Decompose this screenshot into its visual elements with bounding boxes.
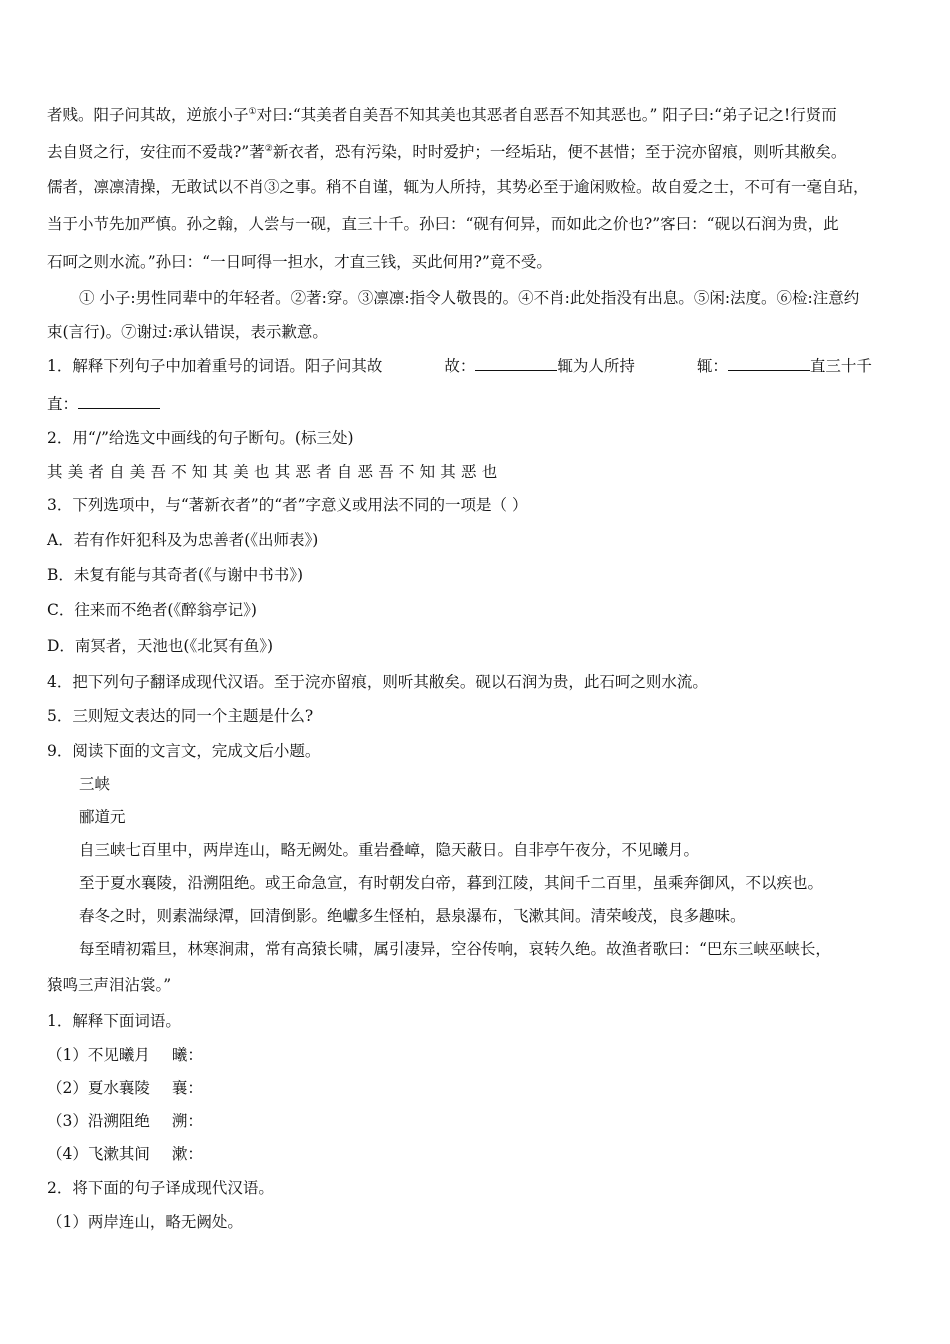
translate-item-1: （1）两岸连山，略无阙处。 xyxy=(47,1213,243,1231)
passage-line-2: 去自贤之行，安往而不爱哉?”著②新衣者，恐有污染，时时爱护；一经垢玷，便不甚惜；至于浣亦留痕，则听其敝矣。 xyxy=(47,143,847,161)
answer-blank-1[interactable] xyxy=(475,356,557,371)
passage-line-5: 石呵之则水流。”孙曰：“一日呵得一担水，才直三钱，买此何用?”竟不受。 xyxy=(47,253,552,271)
article-paragraph-2: 至于夏水襄陵，沿溯阻绝。或王命急宣，有时朝发白帝，暮到江陵，其间千二百里，虽乘奔御风，不以疾也。 xyxy=(79,874,824,892)
option-d: D．南冥者，天池也(《北冥有鱼》) xyxy=(47,637,274,655)
question-1: 1．解释下列句子中加着重号的词语。阳子问其故 故： 辄为人所持 辄： 直三十千 xyxy=(47,357,872,375)
question-1-line-2: 直： xyxy=(47,394,160,414)
article-paragraph-4-end: 猿鸣三声泪沾裳。” xyxy=(47,976,172,994)
question-2-sentence: 其美者自美吾不知其美也其恶者自恶吾不知其恶也 xyxy=(47,463,503,481)
sub-question-2: 2．将下面的句子译成现代汉语。 xyxy=(47,1179,274,1197)
article-author: 郦道元 xyxy=(79,808,126,826)
option-c: C．往来而不绝者(《醉翁亭记》) xyxy=(47,601,257,619)
sub-question-1: 1．解释下面词语。 xyxy=(47,1012,181,1030)
article-paragraph-3: 春冬之时，则素湍绿潭，回清倒影。绝巘多生怪柏，悬泉瀑布，飞漱其间。清荣峻茂，良多趣味。 xyxy=(79,907,746,925)
footnote-mark: ② xyxy=(264,144,273,154)
answer-blank-3[interactable] xyxy=(78,394,160,409)
passage-line-3: 儒者，凛凛清操，无敢试以不肖③之事。稍不自谨，辄为人所持，其势必至于逾闲败检。故自爱之士，不可有一毫自玷， xyxy=(47,178,869,196)
question-3-prompt: 3．下列选项中，与“著新衣者”的“者”字意义或用法不同的一项是（ ） xyxy=(47,496,528,514)
question-2-prompt: 2．用“/”给选文中画线的句子断句。(标三处) xyxy=(47,429,354,447)
vocab-item: （1）不见曦月 曦： xyxy=(47,1046,203,1064)
question-4: 4．把下列句子翻译成现代汉语。至于浣亦留痕，则听其敝矣。砚以石润为贵，此石呵之则水流。 xyxy=(47,673,708,691)
article-title: 三峡 xyxy=(79,775,111,793)
article-paragraph-1: 自三峡七百里中，两岸连山，略无阙处。重岩叠嶂，隐天蔽日。自非亭午夜分，不见曦月。 xyxy=(79,841,700,859)
answer-blank-2[interactable] xyxy=(728,356,810,371)
article-paragraph-4: 每至晴初霜旦，林寒涧肃，常有高猿长啸，属引凄异，空谷传响，哀转久绝。故渔者歌曰：“巴东三峡巫峡长， xyxy=(79,940,831,958)
option-b: B．未复有能与其奇者(《与谢中书书》) xyxy=(47,566,303,584)
question-9-prompt: 9．阅读下面的文言文，完成文后小题。 xyxy=(47,742,321,760)
notes-line-2: 束(言行)。⑦谢过:承认错误，表示歉意。 xyxy=(47,323,328,341)
passage-line-1: 者贱。阳子问其故，逆旅小子①对曰:“其美者自美吾不知其美也其恶者自恶吾不知其恶也。” 阳子曰:“弟子记之!行贤而 xyxy=(47,106,837,124)
vocab-item: （4）飞漱其间 漱： xyxy=(47,1145,203,1163)
question-5: 5．三则短文表达的同一个主题是什么? xyxy=(47,707,314,725)
passage-line-4: 当于小节先加严慎。孙之翰，人尝与一砚，直三十千。孙曰：“砚有何异，而如此之价也?”客曰：“砚以石润为贵，此 xyxy=(47,215,839,233)
option-a: A．若有作奸犯科及为忠善者(《出师表》) xyxy=(47,531,319,549)
notes-line-1: ① 小子:男性同辈中的年轻者。②著:穿。③凛凛:指令人敬畏的。④不肖:此处指没有出息。⑤闲:法度。⑥检:注意约 xyxy=(79,289,860,307)
vocab-item: （3）沿溯阻绝 溯： xyxy=(47,1112,203,1130)
footnote-mark: ① xyxy=(248,107,257,117)
vocab-item: （2）夏水襄陵 襄： xyxy=(47,1079,203,1097)
